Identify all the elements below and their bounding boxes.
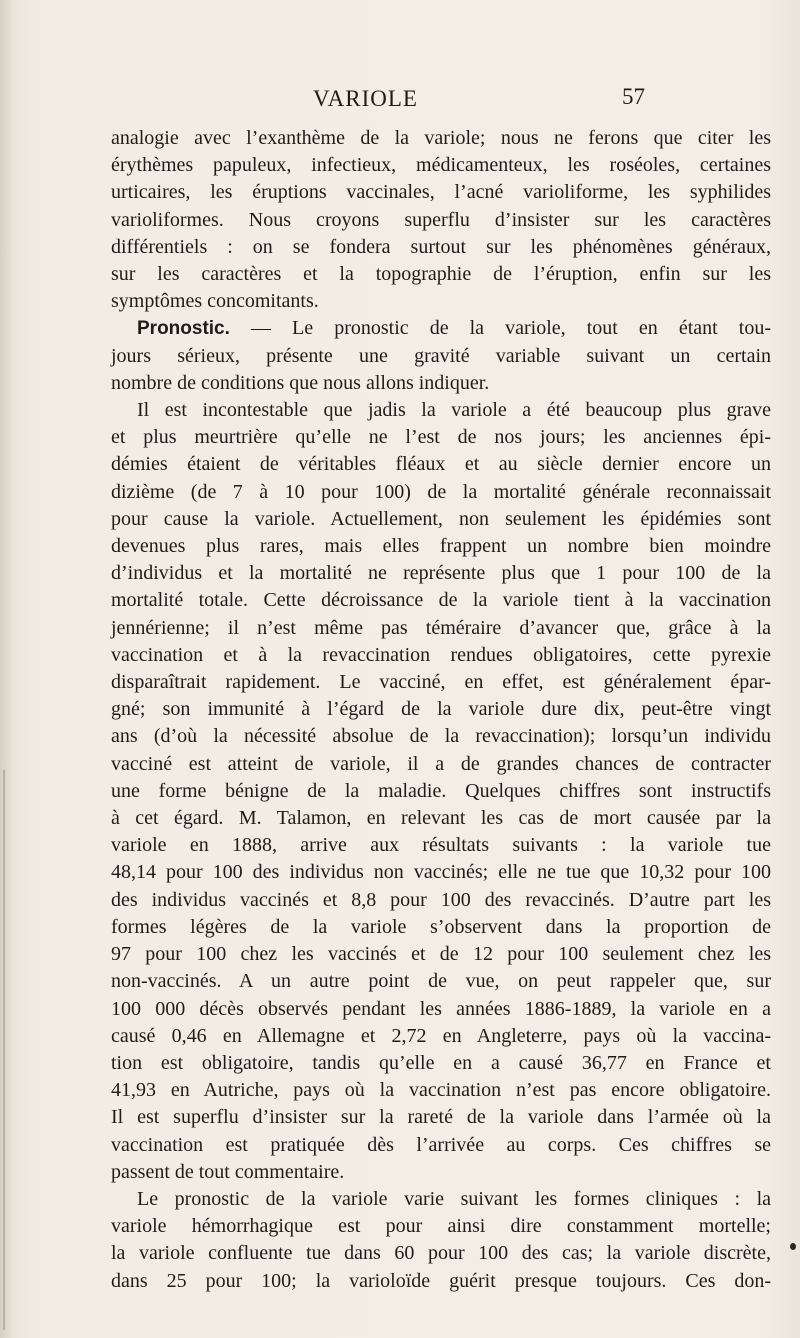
line-text: variole hémorrhagique est pour ainsi dire constamment mortelle; [111, 1215, 771, 1238]
text-line [111, 533, 771, 560]
line-text: mortalité totale. Cette décroissance de la variole tient à la vaccination [111, 589, 771, 612]
line-text: non-vaccinés. A un autre point de vue, on peut rappeler que, sur [111, 970, 771, 993]
line-text: différentiels : on se fondera surtout sur les phénomènes généraux, [111, 235, 771, 258]
text-line [111, 315, 771, 342]
line-text: dizième (de 7 à 10 pour 100) de la mortalité générale reconnaissait [111, 480, 771, 503]
text-line [111, 234, 771, 261]
line-text: formes légères de la variole s’observent dans la proportion de [111, 915, 771, 938]
text-line [111, 1023, 771, 1050]
text-line [111, 207, 771, 234]
text-line [111, 370, 771, 397]
text-line [111, 859, 771, 886]
line-text: vacciné est atteint de variole, il a de grandes chances de contracter [111, 752, 771, 775]
line-text: une forme bénigne de la maladie. Quelques chiffres sont instructifs [111, 779, 771, 802]
text-line [111, 179, 771, 206]
text-line [111, 587, 771, 614]
line-text: pour cause la variole. Actuellement, non seulement les épidémies sont [111, 507, 771, 530]
line-text: — Le pronostic de la variole, tout en étant tou- [229, 317, 771, 340]
line-text: nombre de conditions que nous allons indiquer. [111, 371, 490, 394]
text-line [111, 451, 771, 478]
text-line [111, 125, 771, 152]
text-line [111, 1077, 771, 1104]
line-text: symptômes concomitants. [111, 290, 319, 313]
text-line [111, 941, 771, 968]
text-line [111, 832, 771, 859]
text-line [111, 560, 771, 587]
page-number: 57 [622, 84, 645, 109]
text-line [111, 1186, 771, 1213]
line-text: sur les caractères et la topographie de l’éruption, enfin sur les [111, 263, 771, 286]
text-line [111, 1268, 771, 1295]
line-text: vaccination et à la revaccination rendues obligatoires, cette pyrexie [111, 643, 771, 666]
line-text: gné; son immunité à l’égard de la variole dure dix, peut-être vingt [111, 698, 771, 721]
text-line [111, 642, 771, 669]
line-text: 48,14 pour 100 des individus non vaccinés; elle ne tue que 10,32 pour 100 [111, 861, 771, 884]
line-text: dans 25 pour 100; la varioloïde guérit presque toujours. Ces don- [111, 1269, 771, 1292]
line-text: à cet égard. M. Talamon, en relevant les cas de mort causée par la [111, 807, 771, 830]
line-text: des individus vaccinés et 8,8 pour 100 des revaccinés. D’autre part les [111, 888, 771, 911]
line-text: variole en 1888, arrive aux résultats suivants : la variole tue [111, 834, 771, 857]
text-line [111, 1104, 771, 1131]
text-line [111, 424, 771, 451]
text-line [111, 1240, 771, 1267]
text-line [111, 723, 771, 750]
text-line [111, 805, 771, 832]
line-text: jours sérieux, présente une gravité variable suivant un certain [111, 344, 771, 367]
text-line [111, 506, 771, 533]
running-head: VARIOLE [313, 86, 418, 111]
line-text: vaccination est pratiquée dès l’arrivée au corps. Ces chiffres se [111, 1133, 771, 1156]
line-text: urticaires, les éruptions vaccinales, l’acné varioliforme, les syphilides [111, 181, 771, 204]
text-line [111, 152, 771, 179]
text-line [111, 696, 771, 723]
line-text: devenues plus rares, mais elles frappent un nombre bien moindre [111, 535, 771, 558]
text-line [111, 343, 771, 370]
line-text: ans (d’où la nécessité absolue de la revaccination); lorsqu’un individu [111, 725, 771, 748]
line-text: et plus meurtrière qu’elle ne l’est de nos jours; les anciennes épi- [111, 426, 771, 449]
section-title: Pronostic. [137, 318, 230, 340]
text-line [111, 778, 771, 805]
line-text: la variole confluente tue dans 60 pour 100 des cas; la variole discrète, [111, 1242, 771, 1265]
text-line [111, 261, 771, 288]
text-line [111, 669, 771, 696]
line-text: 97 pour 100 chez les vaccinés et de 12 pour 100 seulement chez les [111, 943, 771, 966]
ink-spot [790, 1243, 796, 1250]
line-text: disparaîtrait rapidement. Le vacciné, en effet, est généralement épar- [111, 671, 771, 694]
line-text: varioliformes. Nous croyons superflu d’insister sur les caractères [111, 208, 771, 231]
line-text: passent de tout commentaire. [111, 1160, 345, 1183]
line-text: 100 000 décès observés pendant les années 1886-1889, la variole en a [111, 997, 771, 1020]
line-text: tion est obligatoire, tandis qu’elle en a causé 36,77 en France et [111, 1051, 771, 1074]
text-line [111, 751, 771, 778]
page-header [0, 86, 800, 116]
text-line [111, 1132, 771, 1159]
line-text: 41,93 en Autriche, pays où la vaccination n’est pas encore obligatoire. [111, 1079, 771, 1102]
text-line [111, 1159, 771, 1186]
line-text: causé 0,46 en Allemagne et 2,72 en Angleterre, pays où la vaccina- [111, 1024, 771, 1047]
line-text: analogie avec l’exanthème de la variole; nous ne ferons que citer les [111, 127, 771, 149]
line-text: jennérienne; il n’est même pas téméraire d’avancer que, grâce à la [111, 616, 771, 639]
line-text: d’individus et la mortalité ne représente plus que 1 pour 100 de la [111, 562, 771, 585]
text-line [111, 1050, 771, 1077]
text-line [111, 479, 771, 506]
text-line [111, 288, 771, 315]
line-text: Il est incontestable que jadis la variole a été beaucoup plus grave [137, 399, 771, 422]
line-text: Il est superflu d’insister sur la rareté de la variole dans l’armée où la [111, 1106, 771, 1129]
text-line [111, 615, 771, 642]
body-text [111, 125, 771, 1295]
text-line [111, 914, 771, 941]
line-text: démies étaient de véritables fléaux et au siècle dernier encore un [111, 453, 771, 476]
line-text: Le pronostic de la variole varie suivant les formes cliniques : la [137, 1187, 771, 1210]
text-line [111, 1213, 771, 1240]
text-line [111, 968, 771, 995]
text-line [111, 887, 771, 914]
text-line [111, 397, 771, 424]
text-line [111, 996, 771, 1023]
line-text: érythèmes papuleux, infectieux, médicamenteux, les roséoles, certaines [111, 154, 771, 177]
binding-edge-mark [3, 770, 5, 1330]
